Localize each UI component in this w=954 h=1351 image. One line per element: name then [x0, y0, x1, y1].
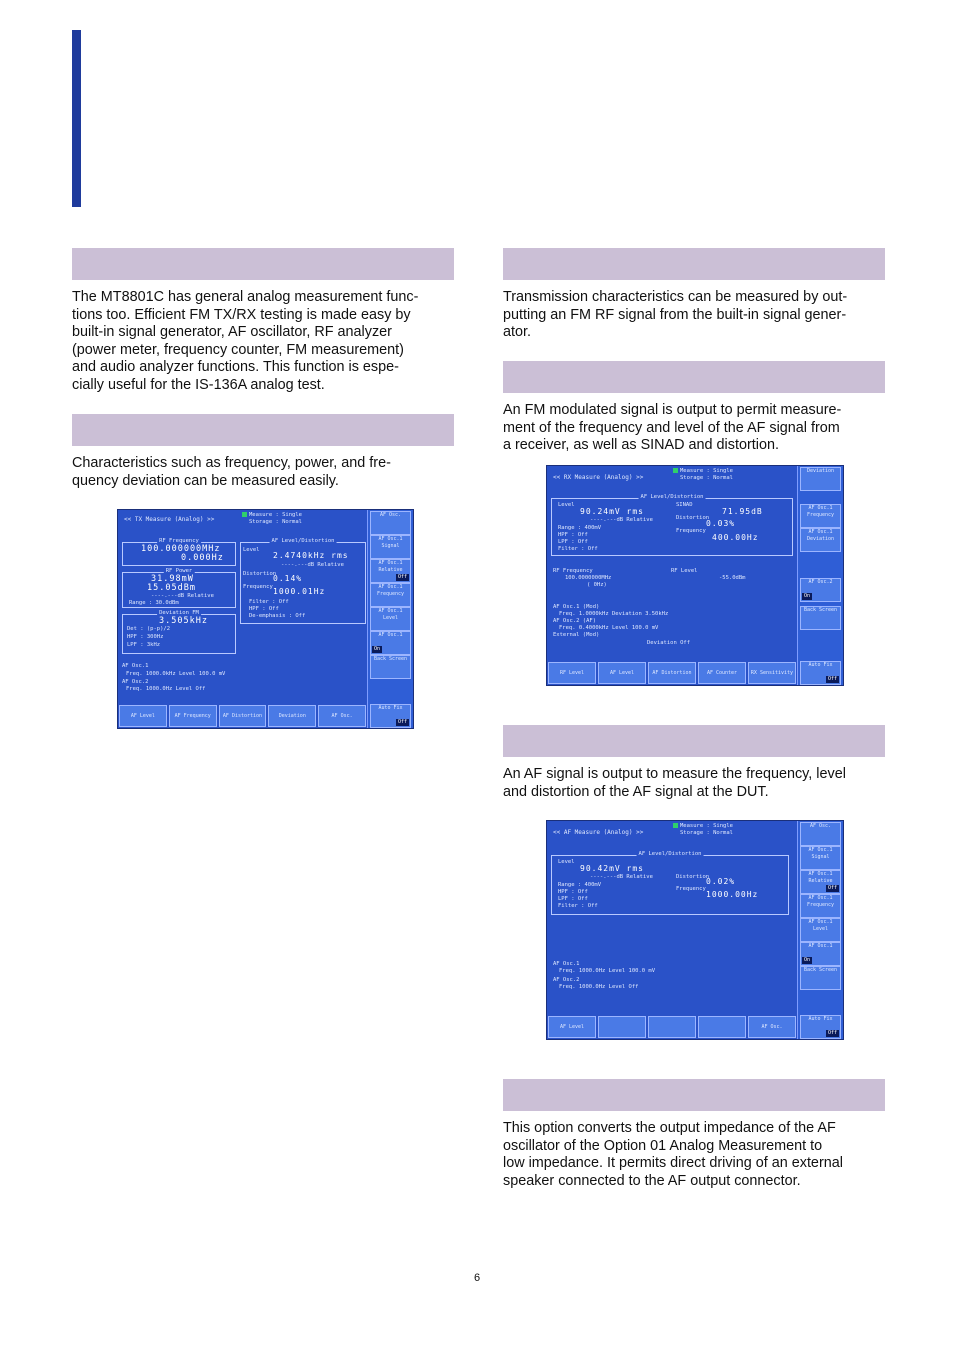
hpf-setting: HPF : Off	[249, 606, 279, 612]
af-osc1-values: Freq. 1000.0Hz Level 100.0 mV	[559, 968, 656, 974]
bottom-key[interactable]: AF Level	[119, 705, 167, 727]
accent-bar	[72, 30, 81, 207]
option-paragraph	[503, 1120, 843, 1190]
softkey[interactable]: Back Screen	[800, 606, 841, 630]
bottom-key[interactable]: Deviation	[268, 705, 316, 727]
af-osc2-label: AF Osc.2	[122, 679, 149, 685]
frequency-value: 400.00Hz	[712, 533, 759, 542]
on-badge: On	[804, 957, 811, 963]
frequency-label: Frequency	[676, 886, 706, 892]
text-line: cially useful for the IS-136A analog test.	[72, 376, 325, 393]
rf-frequency-value: 100.0000000MHz	[565, 575, 612, 581]
deviation-value: 3.505kHz	[159, 616, 208, 626]
level-value: 90.42mV rms	[580, 864, 644, 873]
af-paragraph	[503, 766, 846, 801]
screen-title: << TX Measure (Analog) >>	[124, 516, 215, 523]
softkey-label: AF Osc.1	[378, 632, 403, 638]
deviation-det: Det : (p-p)/2	[127, 626, 171, 632]
status-measure: Measure : Single	[680, 823, 733, 829]
rf-power-relative: ----.---dB Relative	[151, 593, 214, 599]
page-number: 6	[473, 1272, 481, 1284]
text-line: (power meter, frequency counter, FM measurement)	[72, 341, 404, 358]
softkey[interactable]: Deviation	[800, 467, 841, 491]
screen-status	[673, 823, 733, 837]
af-osc2-values: Freq. 1000.0Hz Level Off	[126, 686, 206, 692]
level-label: Level	[558, 502, 575, 508]
bottom-softkeys	[547, 661, 797, 685]
af-osc1-values: Freq. 1000.0kHz Level 100.0 mV	[126, 671, 226, 677]
distortion-label: Distortion	[676, 874, 710, 880]
text-line: An FM modulated signal is output to permit measure-	[503, 402, 842, 418]
softkey-label: AF Osc.1 Relative	[378, 560, 403, 573]
level-relative: ----.---dB Relative	[281, 562, 344, 568]
range-setting: Range : 400mV	[558, 882, 602, 888]
softkey-label: AF Osc.2	[808, 579, 833, 585]
frequency-label: Frequency	[676, 528, 706, 534]
text-line: built-in signal generator, AF oscillator, RF analyzer	[72, 324, 392, 341]
bottom-key[interactable]: RF Level	[548, 662, 596, 684]
hpf-setting: HPF : Off	[558, 532, 588, 538]
af-osc1-label: AF Osc.1	[122, 663, 149, 669]
softkey[interactable]	[800, 1015, 841, 1039]
softkey[interactable]: Back Screen	[370, 655, 411, 679]
intro-paragraph	[72, 289, 418, 395]
tx-measure-screenshot	[117, 509, 414, 729]
softkey-label: Auto Fix	[378, 705, 403, 711]
softkey[interactable]	[800, 578, 841, 602]
level-relative: ----.---dB Relative	[590, 874, 653, 880]
bottom-key[interactable]: AF Level	[598, 662, 646, 684]
sinad-value: 71.95dB	[722, 507, 763, 516]
status-measure: Measure : Single	[249, 512, 302, 518]
level-label: Level	[243, 547, 260, 553]
range-setting: Range : 400mV	[558, 525, 602, 531]
softkey-column	[367, 510, 413, 728]
text-line: The MT8801C has general analog measurement func-	[72, 289, 419, 305]
off-badge: Off	[827, 676, 837, 682]
deviation-lpf: LPF : 3kHz	[127, 642, 161, 648]
softkey[interactable]: Back Screen	[800, 966, 841, 990]
text-line: oscillator of the Option 01 Analog Measurement to	[503, 1137, 823, 1154]
frequency-value: 1000.00Hz	[706, 890, 759, 899]
rf-level-label: RF Level	[671, 568, 698, 574]
af-osc2-label: AF Osc.2 (AF)	[553, 618, 597, 624]
bottom-key[interactable]	[648, 1016, 696, 1038]
tx-paragraph	[72, 455, 391, 490]
section-header-transmission	[503, 248, 885, 280]
bottom-key[interactable]: AF Distortion	[648, 662, 696, 684]
af-osc1-values: Freq. 1.0000kHz Deviation 3.50kHz	[559, 611, 669, 617]
distortion-value: 0.14%	[273, 574, 303, 583]
panel-caption: RF Power	[165, 568, 193, 574]
rf-power-mw: 31.98mW	[151, 574, 194, 584]
panel-caption: RF Frequency	[159, 538, 199, 544]
off-badge: Off	[397, 719, 407, 725]
distortion-value: 0.02%	[706, 877, 736, 886]
softkey-label: Auto Fix	[808, 1016, 833, 1022]
level-value: 90.24mV rms	[580, 507, 644, 516]
softkey[interactable]: AF Osc.1 Level	[800, 918, 841, 942]
softkey[interactable]: AF Osc.	[370, 511, 411, 535]
external-label: External (Mod)	[553, 632, 600, 638]
status-measure: Measure : Single	[680, 468, 733, 474]
softkey[interactable]: AF Osc.1 Deviation	[800, 528, 841, 552]
hpf-setting: HPF : Off	[558, 889, 588, 895]
panel-caption: AF Level/Distortion	[640, 494, 704, 500]
transmission-paragraph	[503, 289, 847, 342]
text-line: and audio analyzer functions. This function is espe-	[72, 359, 399, 376]
rf-power-panel	[122, 568, 236, 608]
bottom-key[interactable]	[698, 1016, 746, 1038]
on-badge: On	[804, 593, 811, 599]
rf-frequency-offset: ( 0Hz)	[587, 582, 607, 588]
sinad-label: SINAD	[676, 502, 693, 508]
deviation-hpf: HPF : 300Hz	[127, 634, 164, 640]
softkey[interactable]	[800, 942, 841, 966]
screen-title: << RX Measure (Analog) >>	[553, 474, 644, 481]
softkey-label: Auto Fix	[808, 662, 833, 668]
distortion-value: 0.03%	[706, 519, 736, 528]
screen-title: << AF Measure (Analog) >>	[553, 829, 644, 836]
softkey-label: AF Osc.1 Relative	[808, 871, 833, 884]
text-line: and distortion of the AF signal at the DUT.	[503, 783, 769, 800]
softkey[interactable]: AF Osc.1 Frequency	[800, 504, 841, 528]
panel-caption: Deviation FM	[159, 610, 199, 616]
distortion-label: Distortion	[243, 571, 277, 577]
off-badge: Off	[827, 1030, 837, 1036]
rf-frequency-value: 100.000000MHz	[141, 544, 221, 554]
af-osc2-label: AF Osc.2	[553, 977, 580, 983]
bottom-key[interactable]	[598, 1016, 646, 1038]
softkey[interactable]: AF Osc.1 Level	[370, 607, 411, 631]
text-line: This option converts the output impedance of the AF	[503, 1120, 836, 1136]
bottom-softkeys	[547, 1015, 797, 1039]
rx-measure-screenshot	[546, 465, 844, 686]
bottom-key[interactable]: AF Distortion	[219, 705, 267, 727]
rf-range: Range : 30.0dBm	[129, 600, 179, 606]
level-relative: ----.---dB Relative	[590, 517, 653, 523]
bottom-key[interactable]: AF Frequency	[169, 705, 217, 727]
panel-caption: AF Level/Distortion	[271, 538, 335, 544]
text-line: putting an FM RF signal from the built-in signal gener-	[503, 306, 847, 323]
softkey[interactable]	[800, 661, 841, 685]
bottom-key[interactable]: AF Counter	[698, 662, 746, 684]
screen-status	[673, 468, 733, 482]
af-osc1-label: AF Osc.1 (Mod)	[553, 604, 600, 610]
softkey[interactable]: AF Osc.1 Frequency	[370, 583, 411, 607]
frequency-label: Frequency	[243, 584, 273, 590]
rf-power-dbm: 15.05dBm	[147, 583, 196, 593]
lpf-setting: LPF : Off	[558, 896, 588, 902]
status-led-icon	[673, 823, 678, 828]
af-measure-screenshot	[546, 820, 844, 1040]
status-led-icon	[673, 468, 678, 473]
panel-caption: AF Level/Distortion	[638, 851, 702, 857]
status-storage: Storage : Normal	[249, 519, 302, 525]
filter-setting: Filter : Off	[249, 599, 289, 605]
status-storage: Storage : Normal	[680, 475, 733, 481]
bottom-softkeys	[118, 704, 367, 728]
af-osc1-label: AF Osc.1	[553, 961, 580, 967]
rf-frequency-offset: 0.000Hz	[181, 553, 224, 563]
distortion-label: Distortion	[676, 515, 710, 521]
section-header-tx	[72, 414, 454, 446]
rf-frequency-panel	[122, 538, 236, 566]
bottom-key[interactable]: AF Osc.	[748, 1016, 796, 1038]
text-line: speaker connected to the AF output connector.	[503, 1172, 801, 1189]
level-label: Level	[558, 859, 575, 865]
softkey[interactable]: AF Osc.1 Frequency	[800, 894, 841, 918]
af-osc2-values: Freq. 1000.0Hz Level Off	[559, 984, 639, 990]
text-line: Transmission characteristics can be measured by out-	[503, 289, 848, 305]
rx-paragraph	[503, 402, 841, 455]
text-line: a receiver, as well as SINAD and distortion.	[503, 437, 779, 454]
section-header-option	[503, 1079, 885, 1111]
softkey[interactable]	[370, 559, 411, 583]
rf-frequency-label: RF Frequency	[553, 568, 593, 574]
text-line: An AF signal is output to measure the frequency, level	[503, 766, 846, 782]
lpf-setting: LPF : Off	[558, 539, 588, 545]
softkey[interactable]: AF Osc.	[800, 822, 841, 846]
text-line: low impedance. It permits direct driving of an external	[503, 1155, 843, 1172]
deviation-panel	[122, 610, 236, 654]
softkey-label: AF Osc.1	[808, 943, 833, 949]
bottom-key[interactable]: RX Sensitivity	[748, 662, 796, 684]
on-badge: On	[374, 646, 381, 652]
section-header-rx	[503, 361, 885, 393]
level-value: 2.4740kHz rms	[273, 551, 349, 560]
filter-setting: Filter : Off	[558, 903, 598, 909]
status-led-icon	[242, 512, 247, 517]
af-level-panel	[551, 851, 789, 915]
text-line: ment of the frequency and level of the AF signal from	[503, 419, 840, 436]
softkey[interactable]: AF Osc.1 Signal	[800, 846, 841, 870]
filter-setting: Filter : Off	[558, 546, 598, 552]
softkey[interactable]	[370, 631, 411, 655]
softkey[interactable]	[370, 704, 411, 728]
text-line: quency deviation can be measured easily.	[72, 472, 339, 489]
section-header-analog	[72, 248, 454, 280]
bottom-key[interactable]: AF Osc.	[318, 705, 366, 727]
off-badge: Off	[397, 574, 407, 580]
status-storage: Storage : Normal	[680, 830, 733, 836]
section-header-af	[503, 725, 885, 757]
softkey[interactable]: AF Osc.1 Signal	[370, 535, 411, 559]
off-badge: Off	[827, 885, 837, 891]
text-line: ator.	[503, 324, 532, 341]
af-osc2-values: Freq. 0.4000kHz Level 100.0 mV	[559, 625, 659, 631]
softkey-column	[797, 466, 843, 685]
text-line: tions too. Efficient FM TX/RX testing is made easy by	[72, 306, 411, 323]
screen-status	[242, 512, 302, 526]
rf-level-value: -55.0dBm	[719, 575, 746, 581]
bottom-key[interactable]: AF Level	[548, 1016, 596, 1038]
softkey-column	[797, 821, 843, 1039]
af-level-panel	[240, 538, 366, 624]
deemphasis-setting: De-emphasis : Off	[249, 613, 306, 619]
external-values: Deviation Off	[647, 640, 691, 646]
softkey[interactable]	[800, 870, 841, 894]
af-level-panel	[551, 494, 793, 556]
frequency-value: 1000.01Hz	[273, 587, 326, 596]
text-line: Characteristics such as frequency, power, and fre-	[72, 455, 391, 471]
